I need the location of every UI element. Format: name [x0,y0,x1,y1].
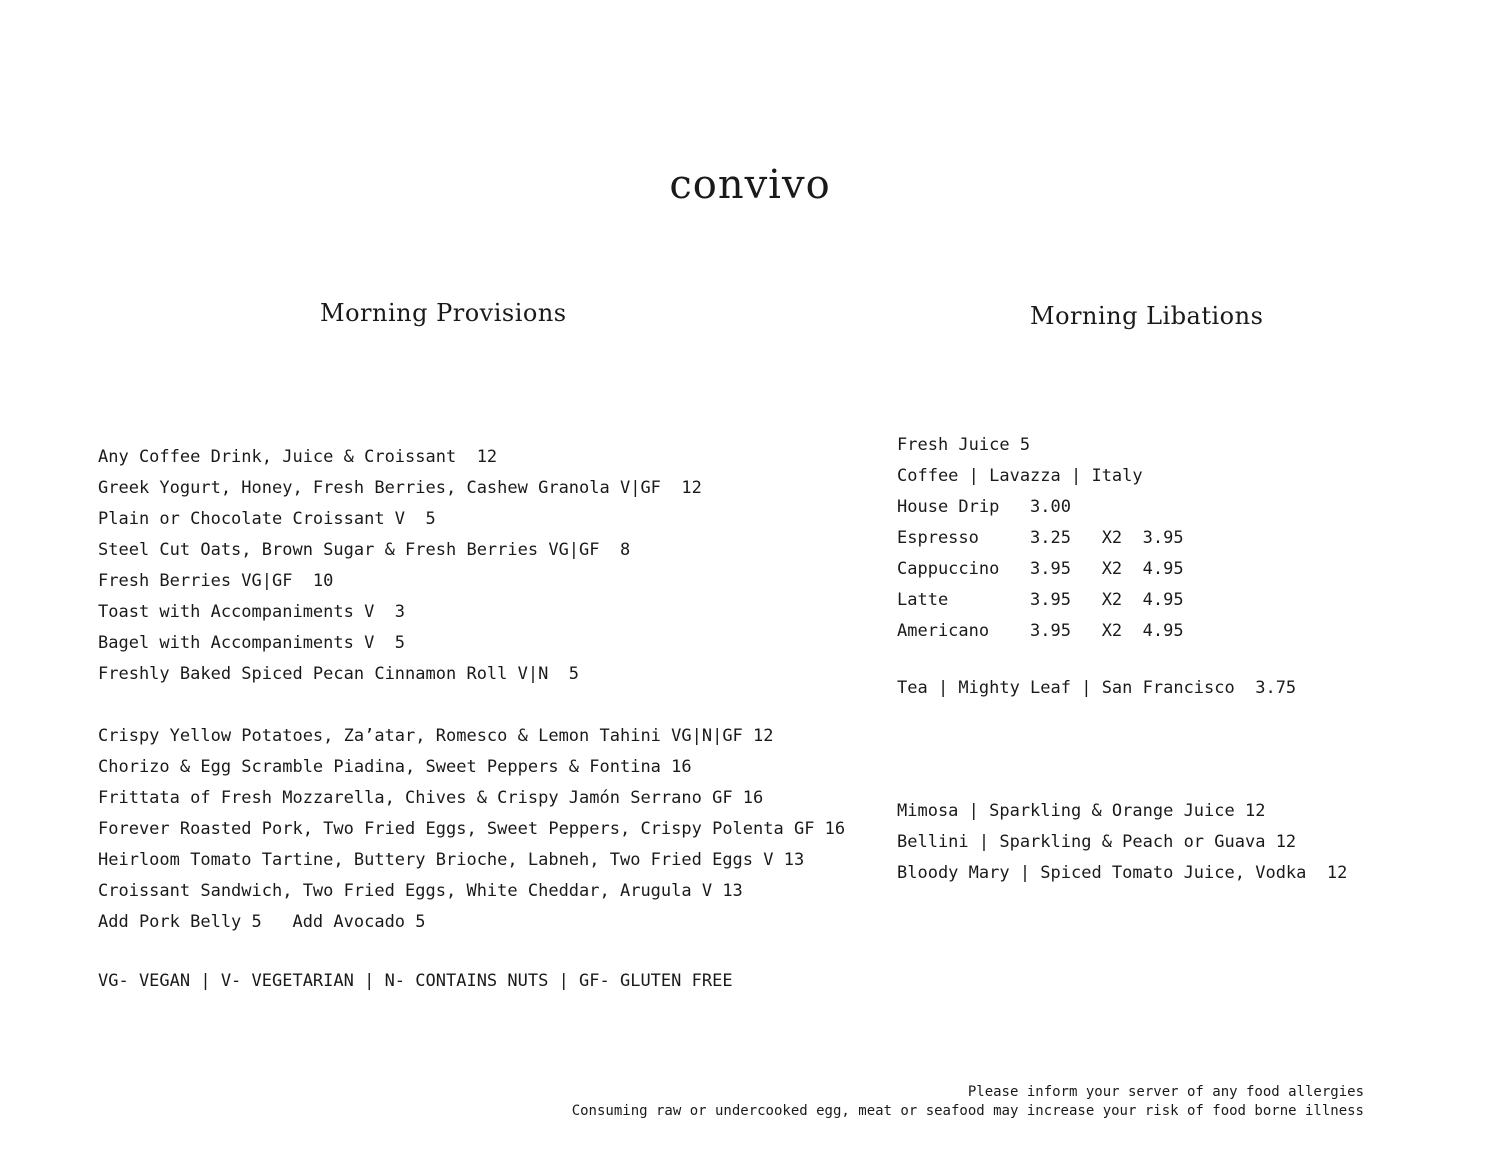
spacer [897,647,1437,673]
menu-item: Steel Cut Oats, Brown Sugar & Fresh Berries VG|GF 8 [98,540,631,560]
menu-item: Bagel with Accompaniments V 5 [98,633,406,653]
menu-item: Any Coffee Drink, Juice & Croissant 12 [98,447,498,467]
provisions-title: Morning Provisions [320,299,567,327]
coffee-item: Cappuccino 3.95 X2 4.95 [897,559,1184,579]
coffee-header: Coffee | Lavazza | Italy [897,466,1143,486]
consumption-warning: Consuming raw or undercooked egg, meat or seafood may increase your risk of food borne illness [571,1103,1364,1119]
menu-item: Forever Roasted Pork, Two Fried Eggs, Sweet Peppers, Crispy Polenta GF 16 [98,819,846,839]
coffee-item: House Drip 3.00 [897,497,1071,517]
coffee-item: Americano 3.95 X2 4.95 [897,621,1184,641]
coffee-item: Espresso 3.25 X2 3.95 [897,528,1184,548]
menu-item: Crispy Yellow Potatoes, Za’atar, Romesco & Lemon Tahini VG|N|GF 12 [98,726,774,746]
libations-column [897,430,1437,889]
provisions-group-1 [98,442,878,690]
tea-item: Tea | Mighty Leaf | San Francisco 3.75 [897,678,1297,698]
cocktail-item: Mimosa | Sparkling & Orange Juice 12 [897,801,1266,821]
cocktail-item: Bloody Mary | Spiced Tomato Juice, Vodka 12 [897,863,1348,883]
coffee-list [897,492,1437,647]
menu-item: Heirloom Tomato Tartine, Buttery Brioche, Labneh, Two Fried Eggs V 13 [98,850,805,870]
brand-title: convivo [669,162,831,208]
menu-item: Plain or Chocolate Croissant V 5 [98,509,436,529]
spacer [98,938,878,966]
menu-item: Croissant Sandwich, Two Fried Eggs, White Cheddar, Arugula V 13 [98,881,743,901]
footer-notice [572,1083,1364,1121]
menu-item: Fresh Berries VG|GF 10 [98,571,334,591]
cocktail-item: Bellini | Sparkling & Peach or Guava 12 [897,832,1297,852]
menu-item: Freshly Baked Spiced Pecan Cinnamon Roll V|N 5 [98,664,580,684]
menu-item: Greek Yogurt, Honey, Fresh Berries, Cashew Granola V|GF 12 [98,478,702,498]
menu-item: Toast with Accompaniments V 3 [98,602,406,622]
fresh-juice-item: Fresh Juice 5 [897,435,1031,455]
spacer [897,704,1437,796]
add-ons: Add Pork Belly 5 Add Avocado 5 [98,912,426,932]
provisions-group-2 [98,721,878,938]
menu-item: Chorizo & Egg Scramble Piadina, Sweet Peppers & Fontina 16 [98,757,692,777]
menu-item: Frittata of Fresh Mozzarella, Chives & Crispy Jamón Serrano GF 16 [98,788,764,808]
dietary-legend: VG- VEGAN | V- VEGETARIAN | N- CONTAINS NUTS | GF- GLUTEN FREE [98,971,733,991]
spacer [98,690,878,721]
coffee-item: Latte 3.95 X2 4.95 [897,590,1184,610]
allergy-notice: Please inform your server of any food allergies [967,1084,1364,1100]
libations-title: Morning Libations [1030,302,1264,330]
provisions-column [98,442,878,997]
cocktail-list [897,796,1437,889]
